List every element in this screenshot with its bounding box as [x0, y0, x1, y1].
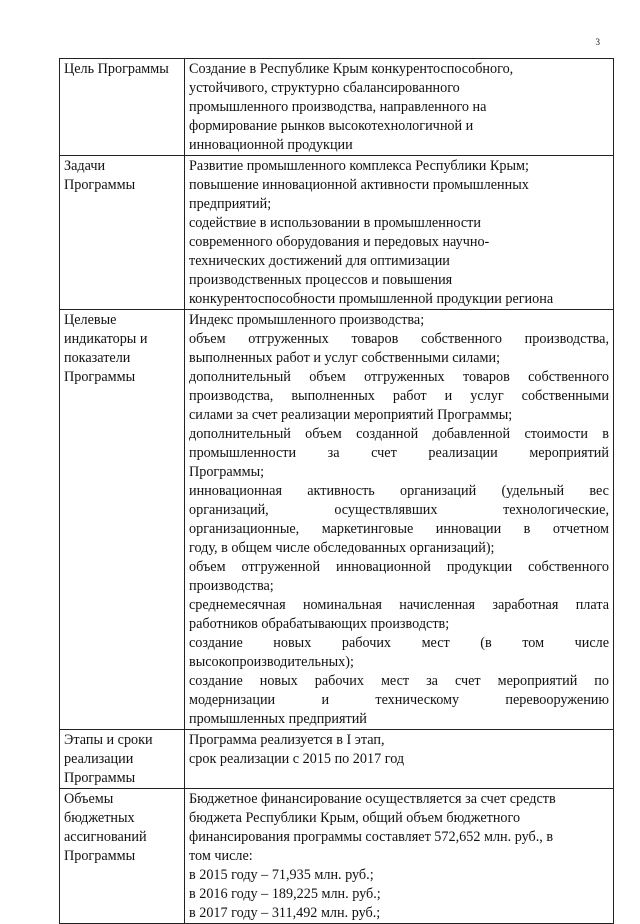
indicators-label-cell [60, 310, 185, 730]
stages-content-cell [185, 730, 614, 789]
indicators-text-line: дополнительный объем созданной добавленной стоимости в [189, 426, 609, 442]
goal-text-line: инновационной продукции [189, 137, 353, 153]
indicators-text-line: году, в общем числе обследованных организаций); [189, 540, 495, 556]
indicators-text-line: Программы; [189, 464, 265, 480]
indicators-text-line: промышленности за счет реализации мероприятий [189, 445, 609, 461]
indicators-text-line: промышленных предприятий [189, 711, 367, 727]
tasks-content-cell [185, 156, 614, 310]
indicators-label-line: Программы [64, 369, 136, 385]
budget-label-cell [60, 789, 185, 924]
goal-text-line: устойчивого, структурно сбалансированного [189, 80, 460, 96]
stages-text-line: срок реализации с 2015 по 2017 год [189, 751, 405, 767]
indicators-text-line: создание новых рабочих мест за счет мероприятий по [189, 673, 609, 689]
goal-text-line: промышленного производства, направленного на [189, 99, 487, 115]
indicators-text-line: производства; [189, 578, 274, 594]
budget-label-line: бюджетных [64, 810, 135, 826]
budget-label-line: ассигнований [64, 829, 147, 845]
indicators-content-cell [185, 310, 614, 730]
indicators-text-line: объем отгруженной инновационной продукции собственного [189, 559, 609, 575]
tasks-text-line: технических достижений для оптимизации [189, 253, 450, 269]
tasks-text-line: производственных процессов и повышения [189, 272, 453, 288]
indicators-text-line: производства, выполненных работ и услуг собственными [189, 388, 609, 404]
stages-label-line: Программы [64, 770, 136, 786]
stages-label-line: реализации [64, 751, 134, 767]
table-row-goal [60, 59, 614, 156]
budget-text-line: в 2017 году – 311,492 млн. руб.; [189, 905, 381, 921]
indicators-text-line: организаций, осуществлявших технологические, [189, 502, 609, 518]
goal-label-cell [60, 59, 185, 156]
indicators-label-line: Целевые [64, 312, 117, 328]
indicators-label-line: индикаторы и [64, 331, 148, 347]
tasks-label-line: Задачи [64, 158, 106, 174]
tasks-text-line: предприятий; [189, 196, 272, 212]
table-row-tasks [60, 156, 614, 310]
indicators-label-line: показатели [64, 350, 131, 366]
budget-text-line: Бюджетное финансирование осуществляется за счет средств [189, 791, 556, 807]
budget-content-cell [185, 789, 614, 924]
stages-label-line: Этапы и сроки [64, 732, 153, 748]
table-row-stages [60, 730, 614, 789]
budget-text-line: том числе: [189, 848, 253, 864]
stages-label-cell [60, 730, 185, 789]
page-number: 3 [595, 37, 600, 47]
budget-text-line: в 2015 году – 71,935 млн. руб.; [189, 867, 374, 883]
goal-text-line: формирование рынков высокотехнологичной и [189, 118, 474, 134]
table-row-budget [60, 789, 614, 924]
tasks-text-line: конкурентоспособности промышленной продукции региона [189, 291, 554, 307]
indicators-text-line: высокопроизводительных); [189, 654, 354, 670]
tasks-text-line: Развитие промышленного комплекса Республики Крым; [189, 158, 529, 174]
indicators-text-line: объем отгруженных товаров собственного производства, [189, 331, 609, 347]
goal-content-cell [185, 59, 614, 156]
indicators-text-line: силами за счет реализации мероприятий Программы; [189, 407, 513, 423]
indicators-text-line: инновационная активность организаций (удельный вес [189, 483, 609, 499]
budget-text-line: в 2016 году – 189,225 млн. руб.; [189, 886, 381, 902]
stages-text-line: Программа реализуется в I этап, [189, 732, 385, 748]
budget-label-line: Программы [64, 848, 136, 864]
tasks-text-line: повышение инновационной активности промышленных [189, 177, 529, 193]
tasks-text-line: содействие в использовании в промышленности [189, 215, 481, 231]
program-passport-table [59, 58, 614, 924]
indicators-text-line: организационные, маркетинговые инновации в отчетном [189, 521, 609, 537]
tasks-text-line: современного оборудования и передовых научно- [189, 234, 490, 250]
table-row-indicators [60, 310, 614, 730]
tasks-label-cell [60, 156, 185, 310]
budget-label-line: Объемы [64, 791, 114, 807]
tasks-label-line: Программы [64, 177, 136, 193]
indicators-text-line: создание новых рабочих мест (в том числе [189, 635, 609, 651]
budget-text-line: бюджета Республики Крым, общий объем бюджетного [189, 810, 521, 826]
indicators-text-line: среднемесячная номинальная начисленная заработная плата [189, 597, 609, 613]
indicators-text-line: дополнительный объем отгруженных товаров собственного [189, 369, 609, 385]
goal-text-line: Создание в Республике Крым конкурентоспособного, [189, 61, 514, 77]
indicators-text-line: модернизации и техническому перевооружению [189, 692, 609, 708]
indicators-text-line: выполненных работ и услуг собственными силами; [189, 350, 501, 366]
indicators-text-line: Индекс промышленного производства; [189, 312, 425, 328]
budget-text-line: финансирования программы составляет 572,652 млн. руб., в [189, 829, 554, 845]
indicators-text-line: работников обрабатывающих производств; [189, 616, 450, 632]
goal-label-line: Цель Программы [64, 61, 169, 77]
